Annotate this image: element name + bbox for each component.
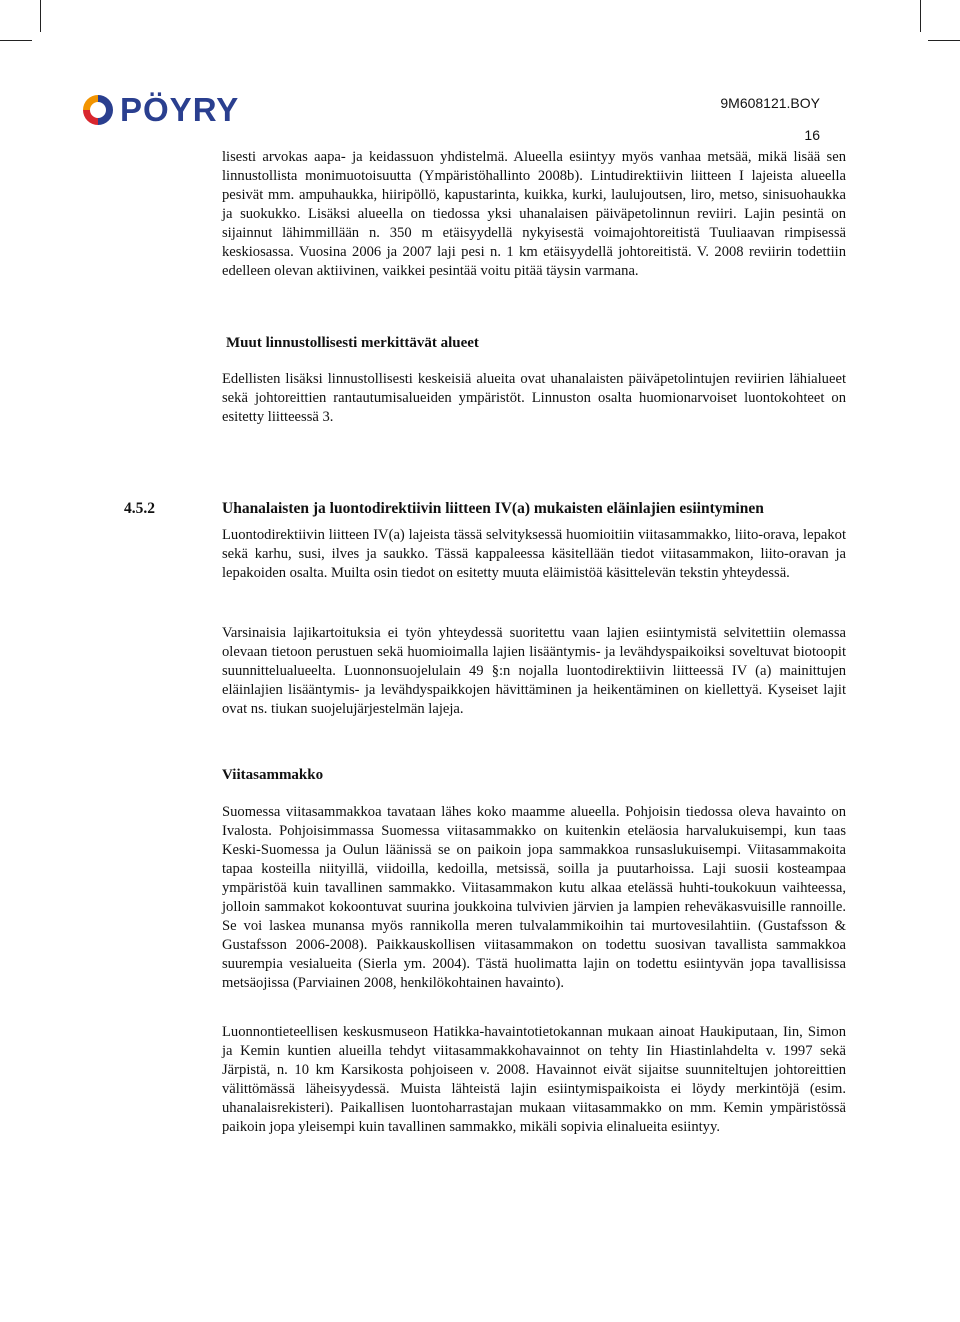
- section-number: 4.5.2: [124, 500, 155, 517]
- other-areas-paragraph: Edellisten lisäksi linnustollisesti keskeisiä alueita ovat uhanalaisten päiväpetolintujen reviirien lähialueet sekä johtoreittien rantautumisalueiden ympäristöt. Linnuston osalta huomionarvoiset luontokohteet on esitetty liitteessä 3.: [222, 371, 846, 425]
- logo-wordmark: PÖYRY: [120, 91, 240, 128]
- viitasammakko-paragraph-1: Suomessa viitasammakkoa tavataan lähes koko maamme alueella. Pohjoisin tiedossa oleva havainto on Ivalosta. Pohjoisimmassa Suomessa viitasammakko on kuitenkin eteläosia harvalukuisempi, kun taas Keski-Suomessa ja Oulun läänissä se on paikoin jopa sammakkoa runsaslukuisempi. Viitasammakoita tapaa kosteilla niityillä, viidoilla, kedoilla, metsissä, soilla ja puutarhoissa. Laji suosii kosteampaa ympäristöä kuin tavallinen sammakko. Viitasammakon kutu alkaa etelässä huhti-toukokuun vaihteessa, jolloin sammakot kokoontuvat suurina joukkoina tulvivien järvien ja lampien reheväkasvuisille rannoille. Se voi laskea munansa myös rannikolla meren tulvalammikoihin tai murtovesilahtiin. (Gustafsson & Gustafsson 2006-2008). Paikkauskollisen viitasammakon on todettu suosivan tavallista sammakkoa suurempia vesialueita (Sierla ym. 2004). Tästä huolimatta lajin on todettu esiintyvän jopa tavallisissa metsäojissa (Parviainen 2008, henkilökohtainen havainto).: [222, 804, 846, 991]
- section-title: Uhanalaisten ja luontodirektiivin liitteen IV(a) mukaisten eläinlajien esiintyminen: [222, 500, 764, 517]
- intro-paragraph: lisesti arvokas aapa- ja keidassuon yhdistelmä. Alueella esiintyy myös vanhaa metsää, mikä lisää sen linnustollista monimuotoisuutta (Ympäristöhallinto 2008b). Lintudirektiivin liitteen I lajeista alueella pesivät mm. ampuhaukka, hiiripöllö, kapustarinta, kuikka, kurki, laulujoutsen, liro, metso, sinisuohaukka ja suokukko. Lisäksi alueella on tiedossa yksi uhanalaisen päiväpetolinnun reviiri. Lajin pesintä on sijainnut lähimmillään n. 350 m etäisyydellä nykyisestä voimajohtoreitistä Tuuliaavan rimpisessä keskiosassa. Vuosina 2006 ja 2007 laji pesi n. 1 km etäisyydellä johtoreitistä. V. 2008 reviirin todettiin edelleen olevan aktiivinen, vaikkei pesintää voitu pitää täysin varmana.: [222, 149, 846, 279]
- page-number: 16: [804, 127, 820, 143]
- viitasammakko-paragraph-2: Luonnontieteellisen keskusmuseon Hatikka-havaintotietokannan mukaan ainoat Haukiputaan, Iin, Simon ja Kemin kuntien alueilla tehdyt viitasammakkohavainnot on tehty Iin Hiastinlahdelta v. 1997 sekä Järpistä, n. 10 km Karsikosta pohjoiseen v. 2008. Havainnot eivät sijaitse suunniteltujen johtoreittien välittömässä läheisyydessä. Muista lähteistä lajin esiintymispaikoista ei löydy merkintöjä (esim. uhanalaisrekisteri). Paikallisen luontoharrastajan mukaan viitasammakko on mm. Kemin ympäristössä paikoin jopa yleisempi kuin tavallinen sammakko, mikäli sopivia elinalueita esiintyy.: [222, 1024, 846, 1135]
- section-paragraph-2: Varsinaisia lajikartoituksia ei työn yhteydessä suoritettu vaan lajien esiintymistä selvitettiin olemassa olevaan tietoon perustuen sekä huomioimalla lajien lisääntymis- ja levähdyspaikoiksi soveltuvat biotoopit suunnittelualueelta. Luonnonsuojelulain 49 §:n nojalla luontodirektiivin liitteessä IV (a) mainittujen eläinlajien lisääntymis- ja levähdyspaikkojen hävittäminen ja heikentäminen on kiellettyä. Kyseiset lajit ovat ns. tiukan suojelujärjestelmän lajeja.: [222, 625, 846, 717]
- company-logo: [80, 92, 280, 128]
- heading-other-areas: Muut linnustollisesti merkittävät alueet: [226, 335, 479, 351]
- crop-mark-top-right-horizontal: [928, 40, 960, 41]
- crop-mark-top-left-vertical: [40, 0, 41, 32]
- document-code: 9M608121.BOY: [720, 95, 820, 111]
- section-heading: [124, 499, 864, 519]
- crop-mark-top-right-vertical: [920, 0, 921, 32]
- section-paragraph-1: Luontodirektiivin liitteen IV(a) lajeista tässä selvityksessä huomioitiin viitasammakko, liito-orava, lepakot sekä karhu, susi, ilves ja saukko. Tässä kappaleessa käsitellään tiedot viitasammakon, liito-oravan ja lepakoiden osalta. Muilta osin tiedot on esitetty muuta eläimistöä käsittelevän tekstin yhteydessä.: [222, 527, 846, 581]
- crop-mark-top-left-horizontal: [0, 40, 32, 41]
- heading-viitasammakko: Viitasammakko: [222, 767, 324, 783]
- logo-mark-icon: [80, 92, 116, 128]
